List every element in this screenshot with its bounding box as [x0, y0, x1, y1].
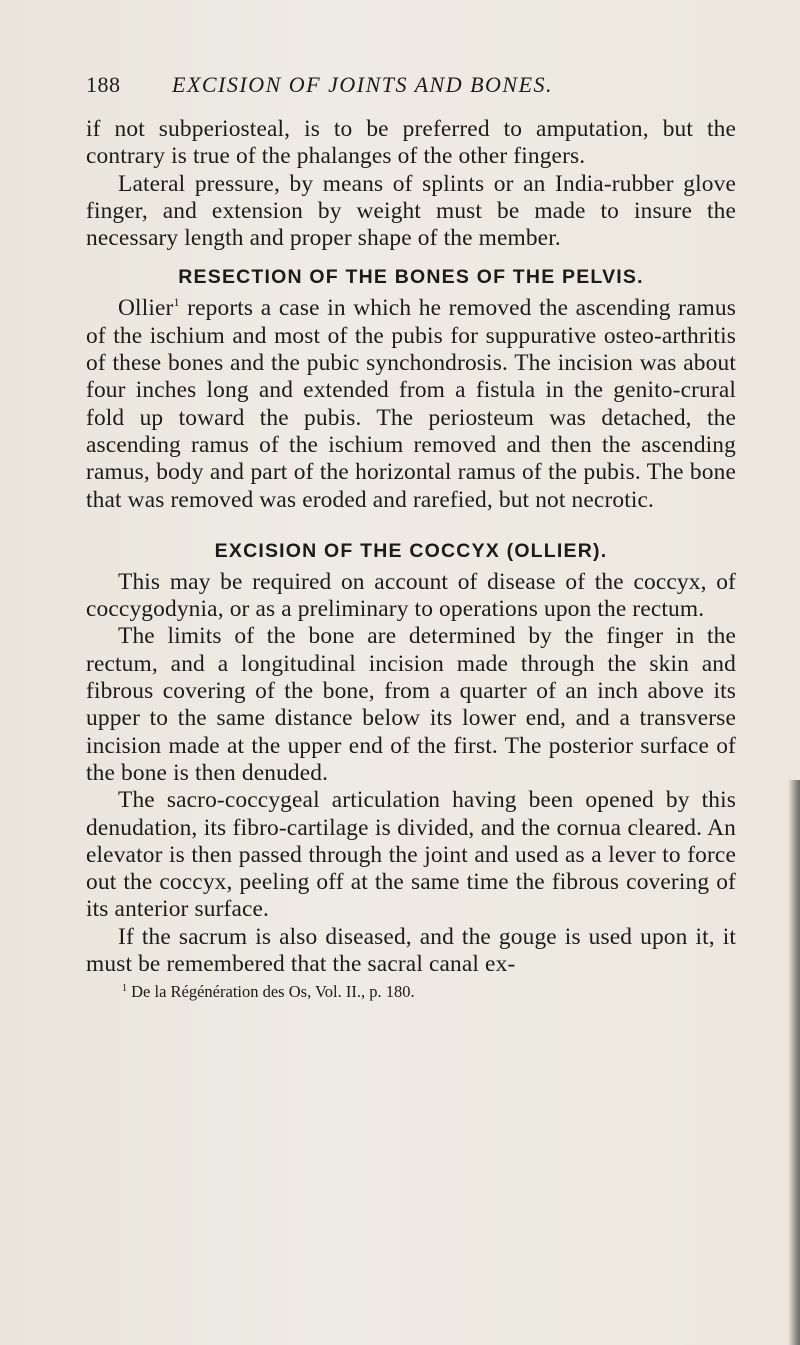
intro-paragraph: if not subperiosteal, is to be preferred to amputation, but the contrary is true of the phalanges of the other fingers. [86, 116, 736, 170]
footnote-reference: 1 [173, 295, 180, 310]
author-name: Ollier [118, 295, 174, 322]
footnote-text: De la Régénération des Os, Vol. II., p. 180. [131, 982, 415, 1002]
coccyx-paragraph-1: This may be required on account of disease of the coccyx, of coccygodynia, or as a preliminary to operations upon the rectum. [86, 568, 736, 623]
pelvis-section-heading: RESECTION OF THE BONES OF THE PELVIS. [178, 266, 644, 289]
pelvis-paragraph [86, 295, 736, 513]
running-head-title: EXCISION OF JOINTS AND BONES. [172, 72, 554, 97]
coccyx-paragraph-3: The sacro-coccygeal articulation having been opened by this denudation, its fibro-cartilage is divided, and the cornua cleared. An elevator is then passed through the joint and used as a lever to force out the coccyx, peeling off at the same time the fibrous covering of its anterior surface. [86, 787, 736, 923]
page-text-block [86, 60, 736, 1002]
coccyx-paragraph-2: The limits of the bone are determined by the finger in the rectum, and a longitudinal incision made through the skin and fibrous covering of the bone, from a quarter of an inch above its upper to the same distance below its lower end, and a transverse incision made at the upper end of the first. The posterior surface of the bone is then denuded. [86, 623, 736, 786]
footnote-marker: 1 [122, 983, 127, 995]
page-edge-shadow [788, 780, 800, 1345]
coccyx-paragraph-4: If the sacrum is also diseased, and the gouge is used upon it, it must be remembered that the sacral canal ex- [86, 923, 736, 978]
page-number: 188 [86, 72, 121, 97]
lateral-pressure-paragraph: Lateral pressure, by means of splints or an India-rubber glove finger, and extension by weight must be made to insure the necessary length and proper shape of the member. [86, 170, 736, 252]
pelvis-paragraph-text: reports a case in which he removed the ascending ramus of the ischium and most of the pubis for suppurative osteo-arthritis of these bones and the pubic synchondrosis. The incision was about four inches long and extended from a fistula in the genito-crural fold up toward the pubis. The periosteum was detached, the ascending ramus of the ischium removed and then the ascending ramus, body and part of the horizontal ramus of the pubis. The bone that was removed was eroded and rarefied, but not necrotic. [86, 295, 736, 513]
coccyx-section-heading: EXCISION OF THE COCCYX (OLLIER). [214, 539, 608, 562]
running-head [86, 60, 736, 100]
footnote [86, 982, 736, 1002]
